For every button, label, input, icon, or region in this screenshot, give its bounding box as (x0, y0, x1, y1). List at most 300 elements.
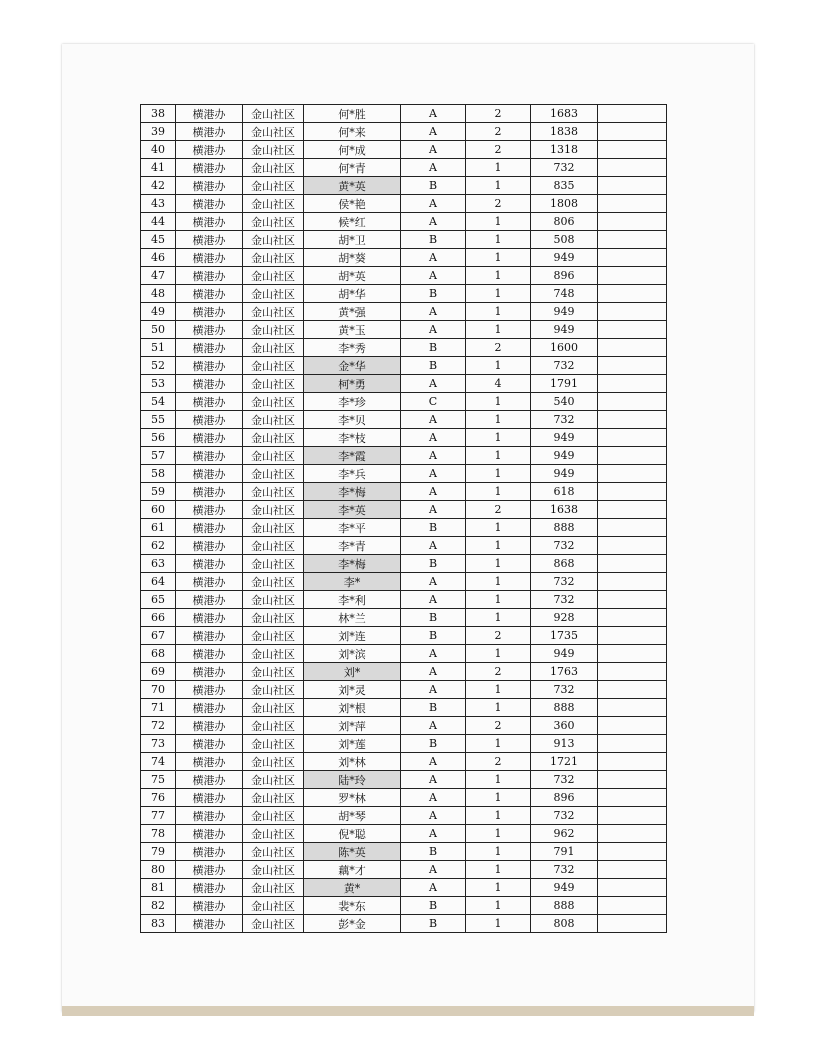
community-cell: 金山社区 (243, 591, 304, 609)
table-row (141, 753, 667, 771)
table-row (141, 465, 667, 483)
count-cell: 2 (466, 105, 531, 123)
note-cell (598, 105, 667, 123)
table-row (141, 195, 667, 213)
row-number: 70 (141, 681, 176, 699)
level-cell: B (401, 699, 466, 717)
name-cell: 倪*聪 (304, 825, 401, 843)
row-number: 42 (141, 177, 176, 195)
community-cell: 金山社区 (243, 447, 304, 465)
office-cell: 横港办 (176, 339, 243, 357)
note-cell (598, 897, 667, 915)
community-cell: 金山社区 (243, 645, 304, 663)
community-cell: 金山社区 (243, 483, 304, 501)
level-cell: A (401, 771, 466, 789)
count-cell: 1 (466, 591, 531, 609)
note-cell (598, 699, 667, 717)
table-row (141, 537, 667, 555)
name-cell: 刘*林 (304, 753, 401, 771)
count-cell: 1 (466, 843, 531, 861)
table-row (141, 105, 667, 123)
note-cell (598, 915, 667, 933)
note-cell (598, 825, 667, 843)
office-cell: 横港办 (176, 195, 243, 213)
office-cell: 横港办 (176, 393, 243, 411)
office-cell: 横港办 (176, 897, 243, 915)
level-cell: A (401, 465, 466, 483)
level-cell: B (401, 519, 466, 537)
level-cell: A (401, 591, 466, 609)
count-cell: 2 (466, 663, 531, 681)
office-cell: 横港办 (176, 627, 243, 645)
community-cell: 金山社区 (243, 519, 304, 537)
name-cell: 李*利 (304, 591, 401, 609)
office-cell: 横港办 (176, 429, 243, 447)
note-cell (598, 483, 667, 501)
row-number: 61 (141, 519, 176, 537)
amount-cell: 1683 (531, 105, 598, 123)
table-row (141, 645, 667, 663)
name-cell: 李*兵 (304, 465, 401, 483)
table-row (141, 699, 667, 717)
name-cell: 柯*勇 (304, 375, 401, 393)
level-cell: B (401, 735, 466, 753)
community-cell: 金山社区 (243, 195, 304, 213)
count-cell: 1 (466, 825, 531, 843)
name-cell: 李*青 (304, 537, 401, 555)
level-cell: A (401, 483, 466, 501)
office-cell: 横港办 (176, 213, 243, 231)
row-number: 78 (141, 825, 176, 843)
row-number: 48 (141, 285, 176, 303)
level-cell: A (401, 573, 466, 591)
table-row (141, 141, 667, 159)
office-cell: 横港办 (176, 447, 243, 465)
office-cell: 横港办 (176, 555, 243, 573)
level-cell: B (401, 177, 466, 195)
name-cell: 李*霞 (304, 447, 401, 465)
level-cell: B (401, 627, 466, 645)
office-cell: 横港办 (176, 825, 243, 843)
table-row (141, 267, 667, 285)
table-row (141, 213, 667, 231)
count-cell: 2 (466, 501, 531, 519)
name-cell: 金*华 (304, 357, 401, 375)
table-row (141, 915, 667, 933)
note-cell (598, 375, 667, 393)
name-cell: 李*梅 (304, 555, 401, 573)
count-cell: 4 (466, 375, 531, 393)
amount-cell: 791 (531, 843, 598, 861)
note-cell (598, 465, 667, 483)
count-cell: 1 (466, 573, 531, 591)
name-cell: 黄* (304, 879, 401, 897)
row-number: 64 (141, 573, 176, 591)
level-cell: A (401, 411, 466, 429)
community-cell: 金山社区 (243, 231, 304, 249)
office-cell: 横港办 (176, 375, 243, 393)
row-number: 65 (141, 591, 176, 609)
row-number: 55 (141, 411, 176, 429)
note-cell (598, 303, 667, 321)
row-number: 63 (141, 555, 176, 573)
office-cell: 横港办 (176, 663, 243, 681)
name-cell: 胡*卫 (304, 231, 401, 249)
community-cell: 金山社区 (243, 609, 304, 627)
note-cell (598, 735, 667, 753)
community-cell: 金山社区 (243, 123, 304, 141)
row-number: 74 (141, 753, 176, 771)
note-cell (598, 807, 667, 825)
community-cell: 金山社区 (243, 177, 304, 195)
table-row (141, 447, 667, 465)
community-cell: 金山社区 (243, 879, 304, 897)
office-cell: 横港办 (176, 573, 243, 591)
office-cell: 横港办 (176, 537, 243, 555)
amount-cell: 1638 (531, 501, 598, 519)
community-cell: 金山社区 (243, 807, 304, 825)
community-cell: 金山社区 (243, 357, 304, 375)
row-number: 75 (141, 771, 176, 789)
note-cell (598, 573, 667, 591)
note-cell (598, 501, 667, 519)
community-cell: 金山社区 (243, 393, 304, 411)
count-cell: 1 (466, 303, 531, 321)
table-row (141, 177, 667, 195)
office-cell: 横港办 (176, 591, 243, 609)
count-cell: 1 (466, 699, 531, 717)
count-cell: 2 (466, 195, 531, 213)
office-cell: 横港办 (176, 321, 243, 339)
amount-cell: 896 (531, 789, 598, 807)
name-cell: 刘*莲 (304, 735, 401, 753)
amount-cell: 732 (531, 357, 598, 375)
table-row (141, 717, 667, 735)
office-cell: 横港办 (176, 411, 243, 429)
roster-body (141, 105, 667, 933)
community-cell: 金山社区 (243, 753, 304, 771)
community-cell: 金山社区 (243, 861, 304, 879)
table-row (141, 861, 667, 879)
count-cell: 1 (466, 609, 531, 627)
level-cell: A (401, 195, 466, 213)
count-cell: 1 (466, 897, 531, 915)
count-cell: 2 (466, 339, 531, 357)
table-row (141, 591, 667, 609)
count-cell: 1 (466, 519, 531, 537)
note-cell (598, 555, 667, 573)
row-number: 41 (141, 159, 176, 177)
note-cell (598, 411, 667, 429)
name-cell: 李*枝 (304, 429, 401, 447)
count-cell: 1 (466, 915, 531, 933)
count-cell: 2 (466, 141, 531, 159)
row-number: 72 (141, 717, 176, 735)
community-cell: 金山社区 (243, 213, 304, 231)
name-cell: 刘*滨 (304, 645, 401, 663)
name-cell: 李*英 (304, 501, 401, 519)
note-cell (598, 447, 667, 465)
table-row (141, 501, 667, 519)
table-row (141, 375, 667, 393)
name-cell: 胡*琴 (304, 807, 401, 825)
note-cell (598, 141, 667, 159)
count-cell: 1 (466, 267, 531, 285)
count-cell: 1 (466, 321, 531, 339)
level-cell: A (401, 645, 466, 663)
level-cell: A (401, 321, 466, 339)
level-cell: A (401, 303, 466, 321)
office-cell: 横港办 (176, 465, 243, 483)
count-cell: 1 (466, 249, 531, 267)
level-cell: A (401, 267, 466, 285)
count-cell: 1 (466, 483, 531, 501)
amount-cell: 618 (531, 483, 598, 501)
table-row (141, 321, 667, 339)
amount-cell: 949 (531, 249, 598, 267)
office-cell: 横港办 (176, 681, 243, 699)
amount-cell: 949 (531, 879, 598, 897)
count-cell: 1 (466, 807, 531, 825)
amount-cell: 949 (531, 447, 598, 465)
community-cell: 金山社区 (243, 105, 304, 123)
community-cell: 金山社区 (243, 915, 304, 933)
count-cell: 2 (466, 717, 531, 735)
table-row (141, 123, 667, 141)
office-cell: 横港办 (176, 357, 243, 375)
table-row (141, 609, 667, 627)
community-cell: 金山社区 (243, 681, 304, 699)
level-cell: A (401, 105, 466, 123)
note-cell (598, 339, 667, 357)
note-cell (598, 393, 667, 411)
community-cell: 金山社区 (243, 249, 304, 267)
level-cell: B (401, 339, 466, 357)
name-cell: 刘*萍 (304, 717, 401, 735)
amount-cell: 1791 (531, 375, 598, 393)
community-cell: 金山社区 (243, 375, 304, 393)
count-cell: 1 (466, 357, 531, 375)
office-cell: 横港办 (176, 879, 243, 897)
community-cell: 金山社区 (243, 897, 304, 915)
amount-cell: 732 (531, 807, 598, 825)
level-cell: A (401, 249, 466, 267)
level-cell: A (401, 717, 466, 735)
name-cell: 李*梅 (304, 483, 401, 501)
level-cell: A (401, 447, 466, 465)
office-cell: 横港办 (176, 285, 243, 303)
row-number: 57 (141, 447, 176, 465)
amount-cell: 1318 (531, 141, 598, 159)
count-cell: 1 (466, 735, 531, 753)
community-cell: 金山社区 (243, 537, 304, 555)
name-cell: 何*来 (304, 123, 401, 141)
amount-cell: 806 (531, 213, 598, 231)
table-row (141, 879, 667, 897)
row-number: 49 (141, 303, 176, 321)
count-cell: 1 (466, 861, 531, 879)
count-cell: 1 (466, 393, 531, 411)
note-cell (598, 123, 667, 141)
row-number: 68 (141, 645, 176, 663)
table-row (141, 735, 667, 753)
amount-cell: 732 (531, 861, 598, 879)
row-number: 39 (141, 123, 176, 141)
row-number: 60 (141, 501, 176, 519)
amount-cell: 949 (531, 465, 598, 483)
row-number: 80 (141, 861, 176, 879)
level-cell: B (401, 285, 466, 303)
office-cell: 横港办 (176, 609, 243, 627)
count-cell: 1 (466, 285, 531, 303)
community-cell: 金山社区 (243, 825, 304, 843)
count-cell: 1 (466, 681, 531, 699)
note-cell (598, 627, 667, 645)
count-cell: 1 (466, 771, 531, 789)
table-row (141, 807, 667, 825)
level-cell: B (401, 357, 466, 375)
row-number: 76 (141, 789, 176, 807)
office-cell: 横港办 (176, 231, 243, 249)
level-cell: A (401, 861, 466, 879)
amount-cell: 949 (531, 321, 598, 339)
name-cell: 林*兰 (304, 609, 401, 627)
table-row (141, 897, 667, 915)
office-cell: 横港办 (176, 177, 243, 195)
table-row (141, 303, 667, 321)
note-cell (598, 861, 667, 879)
row-number: 47 (141, 267, 176, 285)
level-cell: A (401, 807, 466, 825)
name-cell: 何*成 (304, 141, 401, 159)
level-cell: A (401, 429, 466, 447)
amount-cell: 540 (531, 393, 598, 411)
row-number: 46 (141, 249, 176, 267)
name-cell: 胡*华 (304, 285, 401, 303)
note-cell (598, 843, 667, 861)
community-cell: 金山社区 (243, 555, 304, 573)
community-cell: 金山社区 (243, 267, 304, 285)
name-cell: 黄*强 (304, 303, 401, 321)
office-cell: 横港办 (176, 915, 243, 933)
row-number: 44 (141, 213, 176, 231)
row-number: 73 (141, 735, 176, 753)
community-cell: 金山社区 (243, 465, 304, 483)
amount-cell: 868 (531, 555, 598, 573)
name-cell: 胡*葵 (304, 249, 401, 267)
name-cell: 陈*英 (304, 843, 401, 861)
note-cell (598, 195, 667, 213)
count-cell: 1 (466, 411, 531, 429)
name-cell: 李*秀 (304, 339, 401, 357)
table-row (141, 681, 667, 699)
row-number: 62 (141, 537, 176, 555)
name-cell: 李*贝 (304, 411, 401, 429)
note-cell (598, 645, 667, 663)
office-cell: 横港办 (176, 789, 243, 807)
count-cell: 2 (466, 123, 531, 141)
count-cell: 1 (466, 177, 531, 195)
name-cell: 彭*金 (304, 915, 401, 933)
level-cell: B (401, 231, 466, 249)
office-cell: 横港办 (176, 501, 243, 519)
note-cell (598, 519, 667, 537)
row-number: 45 (141, 231, 176, 249)
table-row (141, 285, 667, 303)
community-cell: 金山社区 (243, 843, 304, 861)
row-number: 50 (141, 321, 176, 339)
row-number: 66 (141, 609, 176, 627)
amount-cell: 1808 (531, 195, 598, 213)
level-cell: A (401, 879, 466, 897)
office-cell: 横港办 (176, 123, 243, 141)
name-cell: 藕*才 (304, 861, 401, 879)
count-cell: 1 (466, 465, 531, 483)
row-number: 40 (141, 141, 176, 159)
level-cell: A (401, 753, 466, 771)
note-cell (598, 267, 667, 285)
amount-cell: 962 (531, 825, 598, 843)
amount-cell: 888 (531, 699, 598, 717)
office-cell: 横港办 (176, 861, 243, 879)
table-row (141, 771, 667, 789)
office-cell: 横港办 (176, 519, 243, 537)
row-number: 77 (141, 807, 176, 825)
office-cell: 横港办 (176, 249, 243, 267)
amount-cell: 949 (531, 429, 598, 447)
row-number: 53 (141, 375, 176, 393)
note-cell (598, 879, 667, 897)
community-cell: 金山社区 (243, 429, 304, 447)
level-cell: A (401, 537, 466, 555)
community-cell: 金山社区 (243, 501, 304, 519)
note-cell (598, 771, 667, 789)
community-cell: 金山社区 (243, 735, 304, 753)
amount-cell: 508 (531, 231, 598, 249)
amount-cell: 1838 (531, 123, 598, 141)
office-cell: 横港办 (176, 645, 243, 663)
level-cell: B (401, 555, 466, 573)
office-cell: 横港办 (176, 267, 243, 285)
name-cell: 候*红 (304, 213, 401, 231)
level-cell: A (401, 213, 466, 231)
amount-cell: 732 (531, 591, 598, 609)
table-row (141, 429, 667, 447)
note-cell (598, 609, 667, 627)
level-cell: A (401, 789, 466, 807)
name-cell: 李*平 (304, 519, 401, 537)
note-cell (598, 429, 667, 447)
name-cell: 李* (304, 573, 401, 591)
name-cell: 罗*林 (304, 789, 401, 807)
amount-cell: 732 (531, 681, 598, 699)
note-cell (598, 663, 667, 681)
office-cell: 横港办 (176, 159, 243, 177)
office-cell: 横港办 (176, 717, 243, 735)
amount-cell: 732 (531, 537, 598, 555)
level-cell: A (401, 123, 466, 141)
count-cell: 1 (466, 159, 531, 177)
row-number: 51 (141, 339, 176, 357)
table-row (141, 663, 667, 681)
level-cell: B (401, 609, 466, 627)
note-cell (598, 789, 667, 807)
community-cell: 金山社区 (243, 789, 304, 807)
row-number: 52 (141, 357, 176, 375)
community-cell: 金山社区 (243, 141, 304, 159)
name-cell: 刘*根 (304, 699, 401, 717)
amount-cell: 949 (531, 303, 598, 321)
